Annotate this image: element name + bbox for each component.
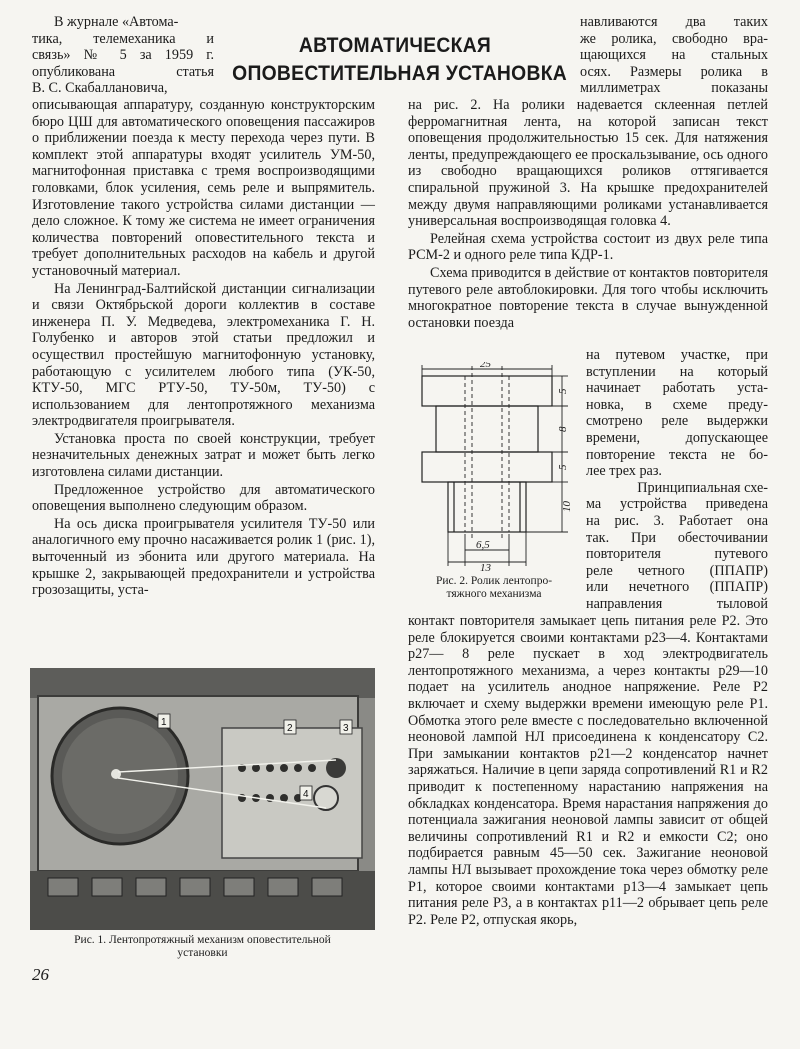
dim-h1: 5 — [557, 388, 569, 394]
photo-label-1: 1 — [161, 717, 167, 728]
intro-line: В журнале «Автома- — [54, 14, 179, 30]
figure-1-caption — [30, 934, 375, 960]
title-line-1: АВТОМАТИЧЕСКАЯ — [298, 34, 492, 57]
text-line: щающихся на стальных — [580, 47, 768, 64]
text-line: направления тыловой — [586, 595, 768, 612]
text-line: миллиметрах показаны — [580, 80, 768, 97]
text-line: или нечетного (ППАПР) — [586, 579, 768, 596]
dim-h3: 5 — [557, 464, 569, 470]
paragraph: Установка проста по своей конструкции, требует незначительных денежных затрат и может быть легко изготовлена силами дистанции. — [32, 430, 375, 481]
text-line: на путевом участке, при — [586, 347, 768, 363]
intro-line: В. С. Скабаллановича, — [32, 80, 168, 97]
dim-h2: 8 — [557, 426, 569, 432]
photo-label-3: 3 — [343, 723, 349, 734]
text-line: осях. Размеры ролика в — [580, 63, 768, 80]
text-line: Принципиальная схе- — [637, 479, 768, 496]
text-line: вступлении на который — [586, 363, 768, 380]
paragraph: описывающая аппаратуру, созданную конструкторским бюро ЦШ для автоматического оповещения пассажиров о приближении поезда к месту перехода через пути. В комплект этой аппаратуры входят усилитель УМ-50, магнитофонная приставка с тремя воспроизводящими головками, блок усиления, семь реле и выпрямитель. Изготовление такого устройства силами дистанции — дело сложное. К тому же система не имеет ограничения количества повторений оповестительного текста и требует дополнительных расходов на кабель и другой установочный материал. — [32, 97, 375, 279]
paragraph: контакт повторителя замыкает цепь питания реле Р2. Это реле блокируется своими контактами р23—4. Контактами р27— 8 реле пускает в ход электродвигатель лентопротяжного механизма, а через контакты р29—10 подает на усилитель анодное напряжение. Реле Р2 включает и схему выдержки времени имеющую реле Р1. Обмотка этого реле вместе с последовательно включенной неоновой лампой НЛ присоединена к конденсатору С2. При замыкании контактов р21—2 конденсатор начнет заряжаться. Наличие в цепи заряда сопротивлений R1 и R2 приводит к постепенному нарастанию напряжения на обкладках конденсатора. Время нарастания напряжения до потенциала зажигания неоновой лампы зависит от общей величины сопротивлений R1 и R2 и емкости С2; оно подбирается равным 45—50 сек. Зажигание неоновой лампы НЛ вызывает прохождение тока через обмотку реле Р1, которое своими контактами р13—4 замыкает цепь питания реле Р3, а в контактах р11—2 обрывает цепь реле Р2. Реле Р2, отпуская якорь, — [408, 613, 768, 928]
text-line: повторение текста не бо- — [586, 446, 768, 463]
text-line: ма устройства приведена — [586, 496, 768, 513]
text-line: новка, в схеме преду- — [586, 396, 768, 413]
text-line: же ролика, свободно вра- — [580, 30, 768, 47]
text-line: повторителя путевого — [586, 546, 768, 563]
paragraph: Предложенное устройство для автоматического оповещения выполнено следующим образом. — [32, 481, 375, 515]
paragraph: На ось диска проигрывателя усилителя ТУ-50 или аналогичного ему прочно насаживается ролик 1 (рис. 1), выточенный из эбонита или другого материала. На крышке 2, закрывающей предохранители и устройства грозозащиты, уста- — [32, 515, 375, 599]
right-column-lower — [408, 613, 768, 928]
text-line: навливаются два таких — [580, 14, 768, 30]
figure-2-drawing — [410, 362, 582, 572]
intro-line: тика, телемеханика и — [32, 30, 214, 47]
text-line: смотрено реле выдержки — [586, 413, 768, 430]
text-line: так. При обесточивании — [586, 529, 768, 546]
caption-line: тяжного механизма — [446, 588, 542, 600]
paragraph: Релейная схема устройства состоит из двух реле типа РСМ-2 и одного реле типа КДР-1. — [408, 230, 768, 264]
intro-block — [32, 14, 214, 97]
caption-line: Рис. 2. Ролик лентопро- — [435, 575, 553, 587]
paragraph: Схема приводится в действие от контактов повторителя путевого реле автоблокировки. Для того чтобы исключить многократное повторение текста в случае вынужденной остановки поезда — [408, 264, 768, 331]
photo-label-2: 2 — [287, 723, 293, 734]
text-line: на рис. 3. Работает она — [586, 512, 768, 529]
left-column — [32, 97, 375, 599]
paragraph: На Ленинград-Балтийской дистанции сигнализации и связи Октябрьской дороги коллектив в составе инженера П. У. Медведева, электромеханика Г. Н. Голубенко и авторов этой статьи предложил и осуществил простейшую магнитофонную установку, работающую с усилителем любого типа (УК-50, КТУ-50, МГС РТУ-50, ТУ-50м, ТУ-50) с использованием для лентопротяжного механизма электродвигателя проигрывателя. — [32, 280, 375, 430]
intro-line: связь» № 5 за 1959 г. — [32, 47, 214, 64]
caption-line: установки — [177, 947, 228, 959]
right-column-upper — [408, 97, 768, 331]
page-number: 26 — [32, 965, 49, 984]
title-line-2: ОПОВЕСТИТЕЛЬНАЯ УСТАНОВКА — [232, 62, 567, 85]
dim-width-top: 25 — [480, 362, 491, 370]
figure-2-caption — [408, 575, 580, 601]
dim-d1: 6,5 — [476, 539, 490, 551]
text-line: реле четного (ППАПР) — [586, 562, 768, 579]
intro-line: опубликована статья — [32, 63, 214, 80]
text-line: времени, допускающее — [586, 429, 768, 446]
roller-drawing — [410, 362, 582, 572]
right-narrow-block — [586, 347, 768, 613]
text-line: лее трех раз. — [586, 463, 662, 480]
tape-mechanism-photo — [30, 668, 375, 930]
dim-d2: 13 — [480, 562, 491, 572]
caption-line: Рис. 1. Лентопротяжный механизм оповестительной — [74, 934, 331, 946]
paragraph: на рис. 2. На ролики надевается склеенная петлей ферромагнитная лента, на которой записан текст оповещения продолжительностью 15 сек. Для натяжения ленты, предупреждающего ее проскальзывание, ось одного из свободно вращающихся роликов оттягивается спиральной пружиной 3. На крышке предохранителей между двумя направляющими роликами устанавливается универсальная воспроизводящая головка 4. — [408, 97, 768, 230]
right-top-block — [580, 14, 768, 97]
dim-h4: 10 — [561, 501, 573, 512]
figure-1-photo — [30, 668, 375, 930]
photo-label-4: 4 — [303, 789, 309, 800]
article-title — [232, 32, 567, 88]
text-line: начинает работать уста- — [586, 380, 768, 397]
